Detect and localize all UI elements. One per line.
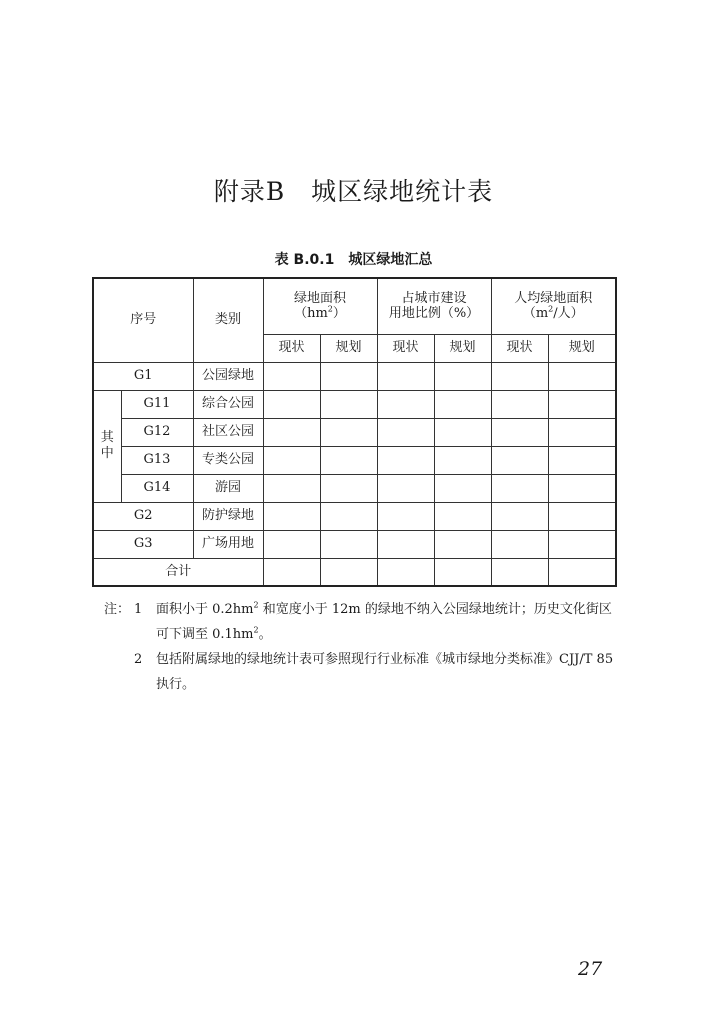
header-row-main bbox=[93, 278, 616, 334]
empty-cell bbox=[434, 418, 491, 446]
green-space-summary-table bbox=[92, 277, 617, 587]
empty-cell bbox=[377, 558, 434, 586]
empty-cell bbox=[263, 502, 320, 530]
empty-cell bbox=[548, 558, 616, 586]
empty-cell bbox=[320, 418, 377, 446]
row-code: G1 bbox=[93, 362, 193, 390]
table-row bbox=[93, 474, 616, 502]
empty-cell bbox=[491, 418, 548, 446]
empty-cell bbox=[377, 474, 434, 502]
row-code: G3 bbox=[93, 530, 193, 558]
empty-cell bbox=[320, 474, 377, 502]
empty-cell bbox=[548, 362, 616, 390]
empty-cell bbox=[377, 362, 434, 390]
empty-cell bbox=[434, 390, 491, 418]
empty-cell bbox=[377, 390, 434, 418]
row-category: 广场用地 bbox=[193, 530, 263, 558]
empty-cell bbox=[434, 558, 491, 586]
empty-cell bbox=[263, 362, 320, 390]
empty-cell bbox=[377, 530, 434, 558]
empty-cell bbox=[434, 362, 491, 390]
header-seq: 序号 bbox=[93, 278, 193, 362]
empty-cell bbox=[434, 502, 491, 530]
row-category: 游园 bbox=[193, 474, 263, 502]
empty-cell bbox=[263, 390, 320, 418]
empty-cell bbox=[263, 418, 320, 446]
header-category: 类别 bbox=[193, 278, 263, 362]
row-code: G11 bbox=[121, 390, 193, 418]
header-current: 现状 bbox=[491, 334, 548, 362]
empty-cell bbox=[377, 446, 434, 474]
row-category: 公园绿地 bbox=[193, 362, 263, 390]
empty-cell bbox=[491, 390, 548, 418]
group-label-of-which bbox=[93, 390, 121, 502]
row-code: G14 bbox=[121, 474, 193, 502]
header-planned: 规划 bbox=[320, 334, 377, 362]
header-per-capita bbox=[491, 278, 616, 334]
empty-cell bbox=[320, 530, 377, 558]
table-row bbox=[93, 418, 616, 446]
row-category: 综合公园 bbox=[193, 390, 263, 418]
empty-cell bbox=[263, 530, 320, 558]
empty-cell bbox=[491, 362, 548, 390]
table-notes bbox=[104, 597, 616, 697]
header-per-capita-unit-sup: 2 bbox=[548, 304, 554, 314]
empty-cell bbox=[263, 446, 320, 474]
table-row bbox=[93, 446, 616, 474]
note-item bbox=[104, 597, 616, 647]
header-planned: 规划 bbox=[434, 334, 491, 362]
row-code: G13 bbox=[121, 446, 193, 474]
empty-cell bbox=[548, 502, 616, 530]
row-category: 社区公园 bbox=[193, 418, 263, 446]
empty-cell bbox=[320, 558, 377, 586]
appendix-title: 附录B 城区绿地统计表 bbox=[213, 177, 494, 206]
note-text: 包括附属绿地的绿地统计表可参照现行行业标准《城市绿地分类标准》CJJ/T 85 执行。 bbox=[156, 652, 614, 692]
header-per-capita-line1: 人均绿地面积 bbox=[514, 290, 593, 306]
empty-cell bbox=[377, 502, 434, 530]
header-green-area-unit-sup: 2 bbox=[327, 304, 333, 314]
empty-cell bbox=[320, 502, 377, 530]
group-label-char: 其 bbox=[100, 430, 114, 446]
empty-cell bbox=[263, 558, 320, 586]
empty-cell bbox=[263, 474, 320, 502]
empty-cell bbox=[320, 362, 377, 390]
note-number: 2 bbox=[134, 652, 143, 667]
empty-cell bbox=[491, 530, 548, 558]
header-land-ratio-line1: 占城市建设 bbox=[401, 290, 467, 306]
table-row bbox=[93, 362, 616, 390]
table-row bbox=[93, 502, 616, 530]
note-superscript: 2 bbox=[253, 625, 259, 635]
note-text-part: 。 bbox=[258, 627, 272, 642]
header-green-area-unit-open: （hm bbox=[294, 306, 328, 322]
total-row bbox=[93, 558, 616, 586]
row-category: 防护绿地 bbox=[193, 502, 263, 530]
empty-cell bbox=[491, 502, 548, 530]
empty-cell bbox=[548, 474, 616, 502]
empty-cell bbox=[548, 530, 616, 558]
header-green-area-unit-close: ） bbox=[332, 306, 346, 322]
notes-label-spacer bbox=[104, 647, 134, 697]
empty-cell bbox=[548, 390, 616, 418]
header-current: 现状 bbox=[377, 334, 434, 362]
note-text-part: 面积小于 0.2hm bbox=[156, 602, 254, 617]
empty-cell bbox=[377, 418, 434, 446]
header-per-capita-unit-close: /人） bbox=[553, 306, 584, 322]
header-green-area-line1: 绿地面积 bbox=[293, 290, 346, 306]
total-label: 合计 bbox=[93, 558, 263, 586]
header-per-capita-unit-open: （m bbox=[522, 306, 549, 322]
empty-cell bbox=[491, 446, 548, 474]
note-text-part: 和宽度小于 12m 的绿地不纳入公园绿地统计；历史文化街区可下调至 0.1hm bbox=[156, 602, 612, 642]
group-label-char: 中 bbox=[100, 446, 114, 461]
header-land-ratio-line2: 用地比例（%） bbox=[388, 306, 480, 322]
empty-cell bbox=[491, 474, 548, 502]
header-land-ratio bbox=[377, 278, 491, 334]
note-text bbox=[156, 597, 616, 647]
header-current: 现状 bbox=[263, 334, 320, 362]
note-number: 1 bbox=[134, 602, 143, 617]
header-green-area bbox=[263, 278, 377, 334]
row-code: G12 bbox=[121, 418, 193, 446]
empty-cell bbox=[491, 558, 548, 586]
row-code: G2 bbox=[93, 502, 193, 530]
page-number: 27 bbox=[578, 958, 603, 980]
empty-cell bbox=[434, 446, 491, 474]
row-category: 专类公园 bbox=[193, 446, 263, 474]
empty-cell bbox=[320, 390, 377, 418]
note-superscript: 2 bbox=[253, 600, 259, 610]
empty-cell bbox=[434, 474, 491, 502]
notes-label: 注： bbox=[104, 602, 131, 617]
note-item bbox=[104, 647, 616, 697]
table-row bbox=[93, 390, 616, 418]
empty-cell bbox=[434, 530, 491, 558]
empty-cell bbox=[548, 446, 616, 474]
empty-cell bbox=[320, 446, 377, 474]
table-caption: 表 B.0.1 城区绿地汇总 bbox=[274, 252, 433, 268]
table-row bbox=[93, 530, 616, 558]
empty-cell bbox=[548, 418, 616, 446]
header-planned: 规划 bbox=[548, 334, 616, 362]
